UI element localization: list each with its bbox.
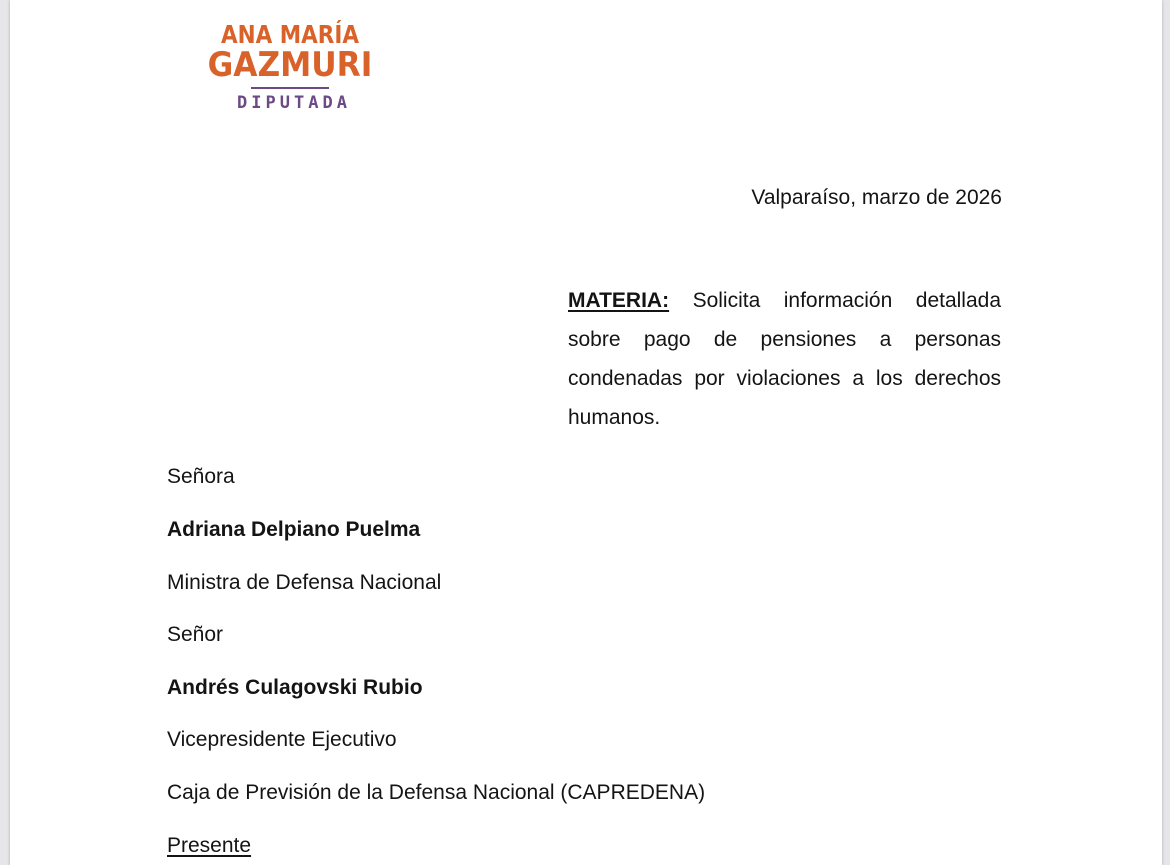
- subject-block: [568, 281, 1001, 437]
- recipient-2-organization: Caja de Previsión de la Defensa Nacional (CAPREDENA): [167, 781, 706, 804]
- recipient-2-name: Andrés Culagovski Rubio: [167, 676, 423, 699]
- logo-role: DIPUTADA: [237, 93, 351, 113]
- recipient-1-title: Ministra de Defensa Nacional: [167, 571, 442, 594]
- recipient-1-salutation: Señora: [167, 465, 235, 488]
- logo-divider: [251, 87, 329, 89]
- closing-presente: Presente: [167, 834, 252, 857]
- subject-text: Solicita información detallada sobre pago de pensiones a personas condenadas por violaciones a los derechos humanos.: [568, 289, 1002, 429]
- logo-name-first: ANA MARÍA: [220, 20, 359, 49]
- recipient-1-name: Adriana Delpiano Puelma: [167, 518, 421, 541]
- logo: [190, 20, 390, 113]
- document-page: [10, 0, 1162, 865]
- recipient-2-salutation: Señor: [167, 623, 224, 646]
- subject-label: MATERIA:: [568, 289, 670, 312]
- recipient-2-title: Vicepresidente Ejecutivo: [167, 728, 397, 751]
- logo-name-last: GAZMURI: [207, 45, 373, 85]
- letter-date: Valparaíso, marzo de 2026: [751, 186, 1002, 209]
